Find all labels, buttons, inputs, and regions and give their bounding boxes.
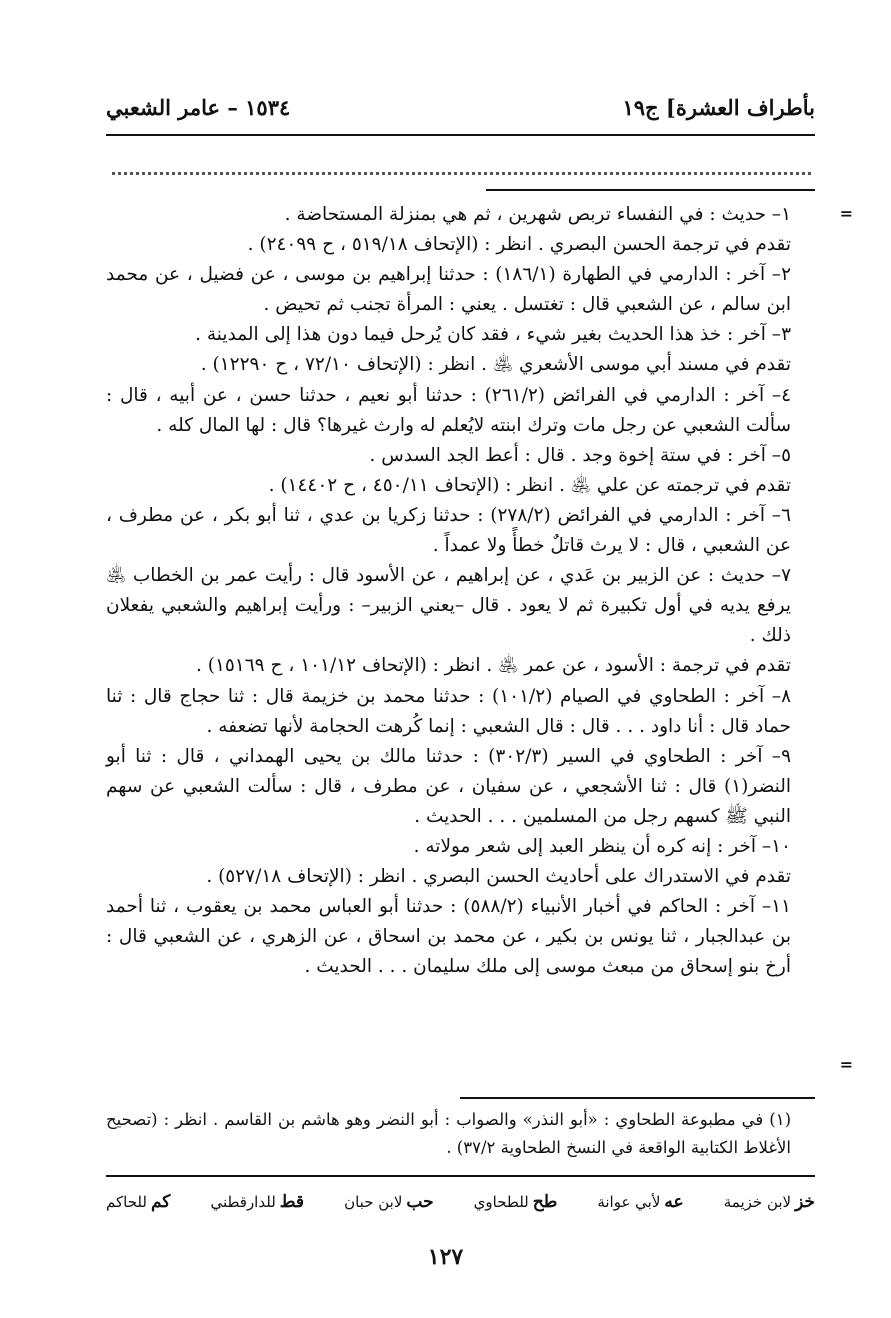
legend-abbr: قط: [279, 1192, 305, 1212]
section-rule: [486, 189, 815, 191]
legend-item: [724, 1192, 815, 1212]
legend-item: [106, 1192, 170, 1212]
footnote-rule: [460, 1097, 815, 1099]
legend-item: [210, 1192, 304, 1212]
page-number: ١٢٧: [427, 1244, 464, 1270]
legend-label: لابن خزيمة: [723, 1193, 792, 1211]
abbreviation-legend: [106, 1186, 815, 1218]
paragraph: ٧– حديث : عن الزبير بن عَدي ، عن إبراهيم ، عن الأسود قال : رأيت عمر بن الخطاب ﵁ يرفع يديه في أول تكبيرة ثم لا يعود . قال –يعني الزبير– : ورأيت إبراهيم والشعبي يفعلان ذلك .: [106, 565, 791, 647]
main-text: [106, 200, 815, 982]
paragraph: ٤– آخر : الدارمي في الفرائض (٢٦١/٢) : حدثنا أبو نعيم ، حدثنا حسن ، عن أبيه ، قال : سألت الشعبي عن رجل مات وترك ابنته لايُعلم له وارث غيرها؟ قال : لها المال كله .: [106, 384, 792, 436]
legend-label: للطحاوي: [473, 1193, 529, 1211]
paragraph: تقدم في ترجمته عن علي ﵁ . انظر : (الإتحاف ٤٥٠/١١ ، ح ١٤٤٠٢) .: [268, 474, 791, 496]
paragraph: ٨– آخر : الطحاوي في الصيام (١٠١/٢) : حدثنا محمد بن خزيمة قال : ثنا حجاج قال : ثنا حماد قال : أنا داود . . . قال : قال الشعبي : إنما كُرهت الحجامة لأنها تضعفه .: [106, 685, 791, 737]
paragraph: تقدم في الاستدراك على أحاديث الحسن البصري . انظر : (الإتحاف ٥٢٧/١٨) .: [206, 866, 791, 888]
margin-continuation-mark: =: [839, 204, 853, 223]
paragraph: تقدم في ترجمة : الأسود ، عن عمر ﵁ . انظر : (الإتحاف ١٠١/١٢ ، ح ١٥١٦٩) .: [195, 655, 791, 677]
paragraph: ٩– آخر : الطحاوي في السير (٣٠٢/٣) : حدثنا مالك بن يحيى الهمداني ، قال : ثنا أبو النضر(١) قال : ثنا الأشجعي ، عن سفيان ، عن مطرف ، قال : سألت الشعبي عن سهم النبي ﷺ كسهم رجل من المسلمين . . . الحديث .: [106, 745, 791, 827]
legend-label: لابن حبان: [344, 1193, 403, 1211]
running-header: [106, 86, 815, 128]
paragraph: ١٠– آخر : إنه كره أن ينظر العبد إلى شعر مولاته .: [413, 835, 791, 857]
paragraph: ١١– آخر : الحاكم في أخبار الأنبياء (٥٨٨/٢) : حدثنا أبو العباس محمد بن يعقوب ، ثنا أحمد بن عبدالجبار ، ثنا يونس بن بكير ، عن محمد بن اسحاق ، عن الزهري ، عن الشعبي قال : أرخ بنو إسحاق من مبعث موسى إلى ملك سليمان . . . الحديث .: [106, 896, 791, 978]
legend-abbr: طح: [532, 1192, 558, 1212]
dotted-separator: [112, 160, 811, 175]
legend-abbr: خز: [795, 1192, 815, 1212]
paragraph: تقدم في ترجمة الحسن البصري . انظر : (الإتحاف ٥١٩/١٨ ، ح ٢٤٠٩٩) .: [247, 234, 791, 256]
paragraph: ٦– آخر : الدارمي في الفرائض (٢٧٨/٢) : حدثنا زكريا بن عدي ، ثنا أبو بكر ، عن مطرف ، عن الشعبي ، قال : لا يرث قاتلٌ خطأً ولا عمداً .: [106, 504, 791, 557]
legend-label: للحاكم: [106, 1193, 147, 1211]
paragraph: ٣– آخر : خذ هذا الحديث بغير شيء ، فقد كان يُرحل فيما دون هذا إلى المدينة .: [195, 324, 791, 346]
paragraph: ١– حديث : في النفساء تربص شهرين ، ثم هي بمنزلة المستحاضة .: [284, 204, 791, 225]
legend-abbr: حب: [406, 1192, 434, 1212]
legend-label: لأبي عوانة: [597, 1193, 661, 1211]
legend-item: [597, 1192, 683, 1212]
paragraph: ٥– آخر : في ستة إخوة وجد . قال : أعط الجد السدس .: [369, 444, 791, 466]
paragraph: تقدم في مسند أبي موسى الأشعري ﵁ . انظر : (الإتحاف ٧٢/١٠ ، ح ١٢٢٩٠) .: [200, 354, 791, 376]
footnote-text: (١) في مطبوعة الطحاوي : «أبو النذر» والصواب : أبو النضر وهو هاشم بن القاسم . انظر : (تصحيح الأغلاط الكتابية الواقعة في النسخ الطحاوية ٣٧/٢) .: [106, 1110, 791, 1157]
legend-item: [474, 1192, 558, 1212]
paragraph: ٢– آخر : الدارمي في الطهارة (١٨٦/١) : حدثنا إبراهيم بن موسى ، عن فضيل ، عن محمد ابن سالم ، عن الشعبي قال : تغتسل . يعني : المرأة تجنب ثم تحيض .: [106, 264, 791, 316]
legend-abbr: كم: [150, 1192, 171, 1212]
margin-continuation-mark: =: [839, 1055, 853, 1074]
footnote: [106, 1106, 815, 1162]
legend-label: للدارقطني: [210, 1193, 276, 1211]
header-rule: [106, 134, 815, 136]
legend-abbr: عه: [664, 1192, 684, 1212]
book-title: بأطراف العشرة] ج١٩: [622, 94, 815, 120]
legend-item: [344, 1192, 434, 1212]
legend-rule: [106, 1175, 815, 1177]
entry-title: ١٥٣٤ – عامر الشعبي: [106, 94, 291, 120]
